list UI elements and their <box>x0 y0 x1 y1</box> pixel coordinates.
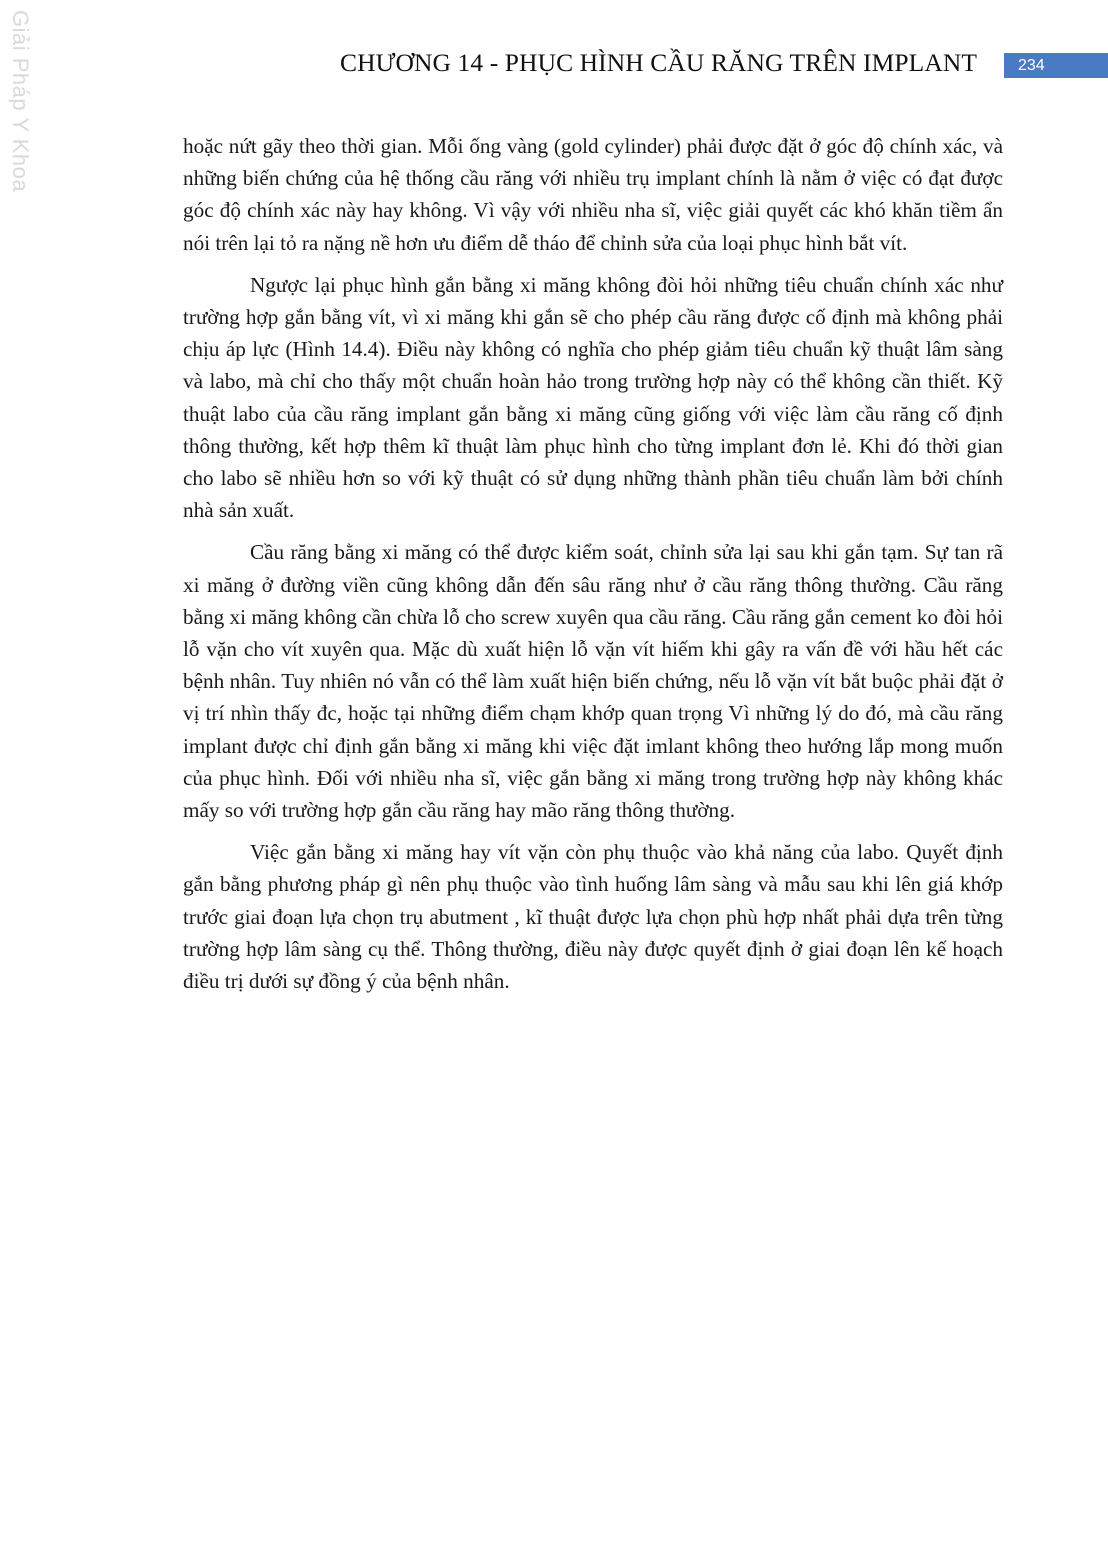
page-body <box>183 130 1003 1007</box>
chapter-header-title: CHƯƠNG 14 - PHỤC HÌNH CẦU RĂNG TRÊN IMPLANT <box>340 48 978 77</box>
paragraph: Ngược lại phục hình gắn bằng xi măng không đòi hỏi những tiêu chuẩn chính xác như trường hợp gắn bằng vít, vì xi măng khi gắn sẽ cho phép cầu răng được cố định mà không phải chịu áp lực (Hình 14.4). Điều này không có nghĩa cho phép giảm tiêu chuẩn kỹ thuật lâm sàng và labo, mà chỉ cho thấy một chuẩn hoàn hảo trong trường hợp này có thể không cần thiết. Kỹ thuật labo của cầu răng implant gắn bằng xi măng cũng giống với việc làm cầu răng cố định thông thường, kết hợp thêm kĩ thuật làm phục hình cho từng implant đơn lẻ. Khi đó thời gian cho labo sẽ nhiều hơn so với kỹ thuật có sử dụng những thành phần tiêu chuẩn làm bởi chính nhà sản xuất. <box>183 272 1003 523</box>
paragraph: Việc gắn bằng xi măng hay vít vặn còn phụ thuộc vào khả năng của labo. Quyết định gắn bằng phương pháp gì nên phụ thuộc vào tình huống lâm sàng và mẫu sau khi lên giá khớp trước giai đoạn lựa chọn trụ abutment , kĩ thuật được lựa chọn phù hợp nhất phải dựa trên từng trường hợp lâm sàng cụ thể. Thông thường, điều này được quyết định ở giai đoạn lên kế hoạch điều trị dưới sự đồng ý của bệnh nhân. <box>183 840 1003 994</box>
watermark <box>6 10 34 193</box>
paragraph: hoặc nứt gãy theo thời gian. Mỗi ống vàng (gold cylinder) phải được đặt ở góc độ chính xác, và những biến chứng của hệ thống cầu răng với nhiều trụ implant chính là nằm ở việc có đạt được góc độ chính xác này hay không. Vì vậy với nhiều nha sĩ, việc giải quyết các khó khăn tiềm ẩn nói trên lại tỏ ra nặng nề hơn ưu điểm dễ tháo để chỉnh sửa của loại phục hình bắt vít. <box>183 134 1003 255</box>
page-number: 234 <box>1018 57 1045 74</box>
page-number-badge <box>1004 53 1108 78</box>
watermark-text: Giải Pháp Y Khoa <box>8 10 33 193</box>
paragraph: Cầu răng bằng xi măng có thể được kiểm soát, chỉnh sửa lại sau khi gắn tạm. Sự tan rã xi măng ở đường viền cũng không dẫn đến sâu răng như ở cầu răng thông thường. Cầu răng bằng xi măng không cần chừa lỗ cho screw xuyên qua cầu răng. Cầu răng gắn cement ko đòi hỏi lỗ vặn cho vít xuyên qua. Mặc dù xuất hiện lỗ vặn vít hiếm khi gây ra vấn đề với hầu hết các bệnh nhân. Tuy nhiên nó vẫn có thể làm xuất hiện biến chứng, nếu lỗ vặn vít bắt buộc phải đặt ở vị trí nhìn thấy đc, hoặc tại những điểm chạm khớp quan trọng Vì những lý do đó, mà cầu răng implant được chỉ định gắn bằng xi măng khi việc đặt imlant không theo hướng lắp mong muốn của phục hình. Đối với nhiều nha sĩ, việc gắn bằng xi măng trong trường hợp này không khác mấy so với trường hợp gắn cầu răng hay mão răng thông thường. <box>183 540 1003 823</box>
